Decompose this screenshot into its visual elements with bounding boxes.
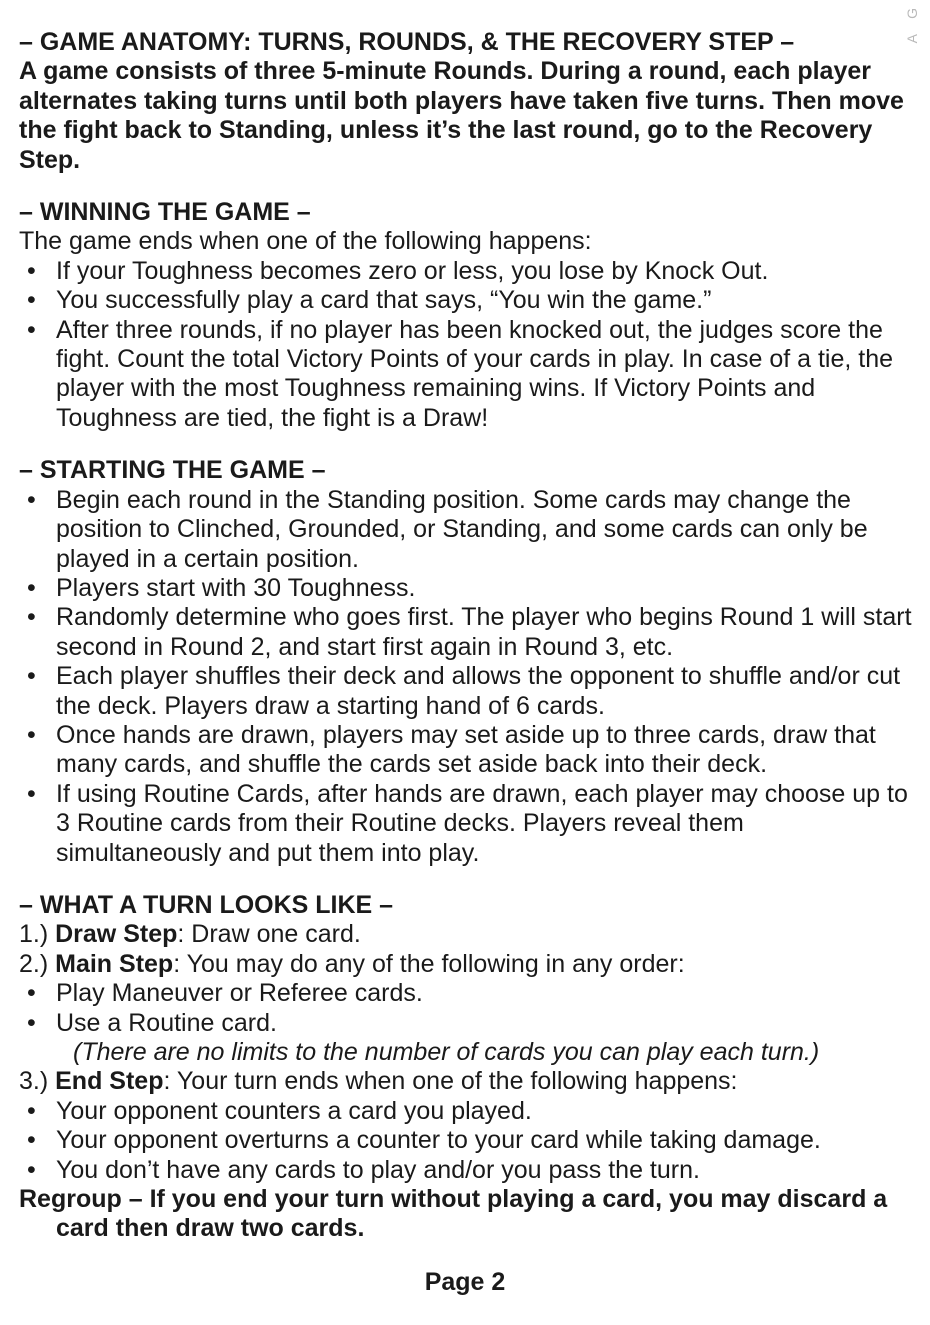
bullet-icon: • xyxy=(27,779,36,808)
list-item-text: You successfully play a card that says, “You win the game.” xyxy=(56,286,712,315)
section-game-anatomy xyxy=(19,28,914,175)
step-main xyxy=(19,950,914,979)
bullet-icon: • xyxy=(27,603,36,632)
bullet-icon: • xyxy=(27,256,36,285)
list-item-text: If using Routine Cards, after hands are drawn, each player may choose up to 3 Routine cards from their Routine decks. Players reveal them simultaneously and put them into play. xyxy=(56,779,908,867)
section-heading: – WHAT A TURN LOOKS LIKE – xyxy=(19,890,394,919)
section-heading: – WINNING THE GAME – xyxy=(19,198,311,227)
section-heading: – GAME ANATOMY: TURNS, ROUNDS, & THE RECOVERY STEP – xyxy=(19,28,795,56)
list-item xyxy=(19,721,914,780)
section-heading: – STARTING THE GAME – xyxy=(19,456,326,485)
step-number: 1.) xyxy=(19,920,56,949)
list-item xyxy=(19,257,914,286)
step-description: : Draw one card. xyxy=(177,920,361,949)
list-item xyxy=(19,316,914,434)
list-item xyxy=(19,662,914,721)
step-name: Draw Step xyxy=(55,920,178,949)
step-end xyxy=(19,1067,914,1096)
section-what-a-turn-looks-like xyxy=(19,891,914,1244)
bullet-icon: • xyxy=(27,720,36,749)
step-number: 3.) xyxy=(19,1067,56,1096)
page-number: Page 2 xyxy=(424,1268,506,1296)
list-item-text: Use a Routine card. xyxy=(56,1008,277,1037)
bullet-icon: • xyxy=(27,286,36,315)
list-item xyxy=(19,1126,914,1155)
bullet-icon: • xyxy=(27,573,36,602)
step-description: : Your turn ends when one of the following happens: xyxy=(163,1067,738,1096)
regroup-rule: Regroup – If you end your turn without playing a card, you may discard a card then draw two cards. xyxy=(19,1185,888,1243)
bullet-icon: • xyxy=(27,662,36,691)
list-item xyxy=(19,286,914,315)
bullet-icon: • xyxy=(27,315,36,344)
step-draw xyxy=(19,920,914,949)
bullet-icon: • xyxy=(27,1096,36,1125)
bullet-icon: • xyxy=(27,1155,36,1184)
list-item xyxy=(19,1009,914,1038)
list-item xyxy=(19,780,914,868)
list-item xyxy=(19,486,914,574)
list-item-text: Your opponent overturns a counter to your card while taking damage. xyxy=(56,1126,821,1155)
list-item-text: Your opponent counters a card you played. xyxy=(56,1096,532,1125)
list-item xyxy=(19,1156,914,1185)
list-item-text: Each player shuffles their deck and allows the opponent to shuffle and/or cut the deck. Players draw a starting hand of 6 cards. xyxy=(56,662,901,720)
bullet-icon: • xyxy=(27,485,36,514)
list-item xyxy=(19,574,914,603)
step-name: Main Step xyxy=(55,949,174,978)
list-item-text: Randomly determine who goes first. The player who begins Round 1 will start second in Round 2, and start first again in Round 3, etc. xyxy=(56,603,912,661)
step-name: End Step xyxy=(55,1067,164,1096)
list-item-text: Players start with 30 Toughness. xyxy=(56,573,416,602)
corner-watermark: A G xyxy=(904,2,920,44)
list-item-text: You don’t have any cards to play and/or you pass the turn. xyxy=(56,1155,700,1184)
bullet-icon: • xyxy=(27,1126,36,1155)
section-paragraph: A game consists of three 5-minute Rounds. During a round, each player alternates taking turns until both players have taken five turns. Then move the fight back to Standing, unless it’s the last round, go to the Recovery Step. xyxy=(19,57,904,174)
rules-page xyxy=(19,28,914,1244)
step-number: 2.) xyxy=(19,949,56,978)
list-item-text: Play Maneuver or Referee cards. xyxy=(56,979,423,1008)
section-starting-the-game xyxy=(19,456,914,868)
list-item-text: If your Toughness becomes zero or less, you lose by Knock Out. xyxy=(56,256,769,285)
list-item xyxy=(19,1097,914,1126)
list-item xyxy=(19,603,914,662)
section-winning-the-game xyxy=(19,198,914,433)
step-description: : You may do any of the following in any order: xyxy=(173,949,685,978)
list-item-text: After three rounds, if no player has been knocked out, the judges score the fight. Count the total Victory Points of your cards in play. In case of a tie, the player with the most Toughness remaining wins. If Victory Points and Toughness are tied, the fight is a Draw! xyxy=(56,315,894,432)
list-item-text: Begin each round in the Standing position. Some cards may change the position to Clinched, Grounded, or Standing, and some cards can only be played in a certain position. xyxy=(56,485,868,573)
section-intro: The game ends when one of the following happens: xyxy=(19,227,592,256)
italic-note: (There are no limits to the number of cards you can play each turn.) xyxy=(73,1038,820,1066)
bullet-icon: • xyxy=(27,1008,36,1037)
list-item xyxy=(19,979,914,1008)
bullet-icon: • xyxy=(27,979,36,1008)
list-item-text: Once hands are drawn, players may set aside up to three cards, draw that many cards, and shuffle the cards set aside back into their deck. xyxy=(56,720,876,779)
